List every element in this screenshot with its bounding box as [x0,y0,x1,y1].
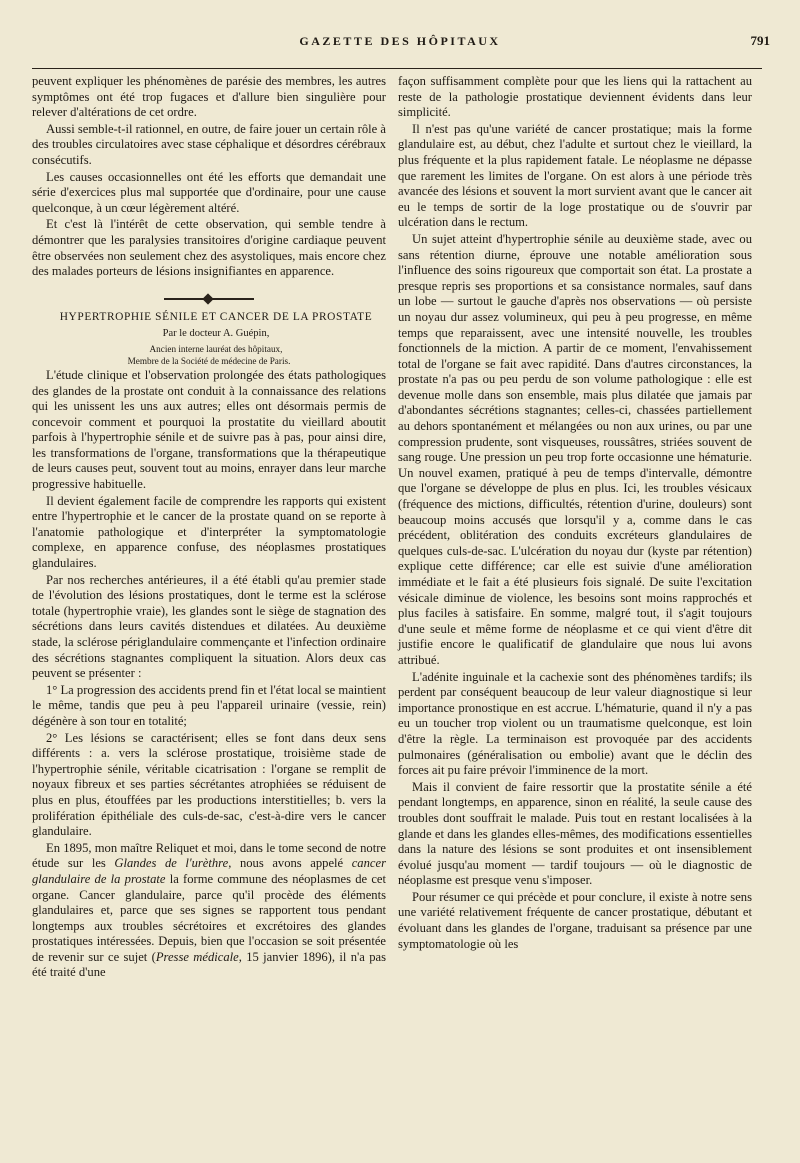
book-title: Glandes de l'urèthre [114,856,229,871]
text-run: En 1895, mon maître Reliquet et moi, dans le tome second de notre étude sur les [32,840,386,871]
body-paragraph: L'étude clinique et l'observation prolongée des états pathologiques des glandes de la prostate ont conduit à la connaissance des relations qui les unissent les uns aux autres; elles ont désormais permis de concevoir comment et pourquoi la prostatite du vieillard aboutit parfois à l'hypertrophie sénile et de suivre pas à pas, pour ainsi dire, les transformations de l'organe, transformations que la thérapeutique de leurs causes peut, souvent tout au moins, enrayer dans leur marche progressive habituelle. [32,367,386,492]
page-number: 791 [750,33,770,48]
article-title: HYPERTROPHIE SÉNILE ET CANCER DE LA PROSTATE [59,310,373,323]
list-item: 1° La progression des accidents prend fin et l'état local se maintient le même, tandis que peu à peu l'appareil urinaire (vessie, rein) dégénère à son tour en totalité; [32,682,386,728]
intro-paragraph: peuvent expliquer les phénomènes de parésie des membres, les autres symptômes ont été trop fugaces et d'allure bien singulière pour relever d'altérations de cet ordre. [32,74,386,120]
intro-paragraph: Les causes occasionnelles ont été les efforts que demandait une série d'exercices plus mal supportée que d'ordinaire, pour une cause quelconque, à un cœur légèrement altéré. [32,169,386,215]
text-run: , nous avons appelé [228,856,352,871]
journal-reference: Presse médicale [155,949,239,964]
header-divider [32,68,762,69]
body-paragraph: façon suffisamment complète pour que les liens qui la rattachent au reste de la pathologie prostatique deviennent évidents dans leur simplicité. [398,74,752,120]
credentials-line: Ancien interne lauréat des hôpitaux, [149,343,283,354]
left-column [32,74,386,981]
body-paragraph: Pour résumer ce qui précède et pour conclure, il existe à notre sens une variété relativement fréquente de cancer prostatique, débutant et évoluant dans les glandes de l'organe, traduisant sa présence par une symptomatologie où les [398,889,752,951]
credentials-line: Membre de la Société de médecine de Paris. [127,355,291,366]
intro-paragraph: Et c'est là l'intérêt de cette observation, qui semble tendre à démontrer que les paralysies transitoires d'origine cardiaque peuvent être observées non seulement chez des asystoliques, mais encore chez des malades porteurs de lésions insignifiantes en apparence. [32,217,386,279]
body-paragraph: Par nos recherches antérieures, il a été établi qu'au premier stade de l'évolution des lésions prostatiques, dont le terme est la sclérose totale (hypertrophie vraie), les glandes sont le siège de stagnation des sécrétions dans leurs cavités distendues et dilatées. Au deuxième stade, la sclérose périglandulaire commençante et l'infection ordinaire des sécrétions stagnantes compliquent la situation. Alors deux cas peuvent se présenter : [32,572,386,681]
intro-paragraph: Aussi semble-t-il rationnel, en outre, de faire jouer un certain rôle à des troubles circulatoires avec stase céphalique et désordres cérébraux consécutifs. [32,121,386,167]
page-header [30,30,770,52]
text-run: , 15 janvier 1896), il n'a pas été traité d'une [32,949,386,980]
body-paragraph [32,841,386,981]
journal-title: GAZETTE DES HÔPITAUX [299,34,501,48]
body-paragraph: Il devient également facile de comprendre les rapports qui existent entre l'hypertrophie et le cancer de la prostate quand on se reporte à l'anatomie pathologique et d'interpréter la symptomatologie complexe, en apparence confuse, des néoplasmes prostatiques glandulaires. [32,493,386,571]
body-paragraph: L'adénite inguinale et la cachexie sont des phénomènes tardifs; ils perdent par conséquent beaucoup de leur valeur diagnostique si leur importance pronostique en est accrue. L'hématurie, quand il n'y a pas eu un toucher trop violent ou un traumatisme quelconque, est loin d'être la règle. La terminaison est provoquée par des accidents pulmonaires (généralisation ou embolie) avant que le déclin des forces ait pu faire prévoir l'imminence de la mort. [398,669,752,778]
body-paragraph: Un sujet atteint d'hypertrophie sénile au deuxième stade, avec ou sans rétention diurne, éprouve une notable amélioration sous l'influence des soins rigoureux que comportait son état. La prostate a presque repris ses proportions et sa consistance normales, sauf dans un lobe — surtout le gauche d'après nos observations — où persiste un noyau dur assez volumineux, qui peu à peu progresse, en même temps que reparaissent, avec une intensité nouvelle, les troubles fonctionnels de la miction. A partir de ce moment, l'envahissement total de l'organe se fait avec rapidité. Dans d'autres circonstances, la prostate n'a pas ou peu perdu de son volume pathologique : elle est devenue molle dans son ensemble, mais plus dilatée que jamais par d'abondantes sécrétions stagnantes; celles-ci, chassées partiellement au dehors spontanément et mélangées ou non aux urines, ou par une compression prudente, sont visqueuses, roussâtres, striées souvent de sang rouge. Une pression un peu trop forte occasionne une hématurie. Un nouvel examen, pratiqué à peu de temps d'intervalle, démontre que l'organe se développe de plus en plus. Ici, les troubles vésicaux (fréquence des mictions, difficultés, rétention d'urine, douleurs) sont beaucoup moins accusés que lorsqu'il y a, comme dans le cas précédent, oblitération des conduits excréteurs glandulaires de quelques culs-de-sac. L'ulcération du noyau dur (kyste par rétention) explique cette différence; car elle est suivie d'une amélioration immédiate et le fait a été plusieurs fois signalé. De suite l'excitation vésicale diminue de violence, les besoins sont moins rapprochés et plus faciles à satisfaire. En somme, malgré tout, il s'agit toujours d'une seule et même forme de néoplasme et ce qui vient d'être dit justifie encore le qualificatif de glandulaire que nous lui avons attribué. [398,231,752,667]
author-credentials [32,343,386,367]
list-item: 2° Les lésions se caractérisent; elles se font dans deux sens différents : a. vers la sclérose prostatique, troisième stade de l'hypertrophie sénile, véritable cicatrisation : l'organe se remplit de noyaux fibreux et ses parties sécrétantes atrophiées se réduisent de plus en plus, étouffées par les productions interstitielles; b. vers la prolifération épithéliale des culs-de-sac, c'est-à-dire vers le cancer glandulaire. [32,730,386,839]
body-paragraph: Mais il convient de faire ressortir que la prostatite sénile a été pendant longtemps, en apparence, sinon en réalité, la seule cause des troubles dont souffrait le malade. Puis tout en restant localisées à la glande et dans les glandes elles-mêmes, des modifications essentielles dans la nature des lésions se sont produites et ont insensiblement évolué jusqu'au moment — tardif toujours — où le diagnostic de néoplasme est presque venu s'imposer. [398,779,752,888]
text-run: la forme commune des néoplasmes de cet organe. Cancer glandulaire, parce qu'il procède des éléments glandulaires et, parce que ses signes se rapportent tous pendant longtemps aux troubles sécrétoires et excrétoires des glandes prostatiques intéressées. Depuis, bien que l'occasion se soit présentée de revenir sur ce sujet ( [32,871,386,964]
term-italic: cancer glandulaire de la prostate [32,856,386,886]
article-byline: Par le docteur A. Guépin, [162,328,270,340]
section-ornament [164,296,254,302]
right-column [398,74,752,952]
body-paragraph: Il n'est pas qu'une variété de cancer prostatique; mais la forme glandulaire est, au début, chez l'adulte et surtout chez le vieillard, la plus fréquente et la plus rapidement fatale. Le néoplasme ne dépasse que rarement les limites de l'organe. On est alors à une période très avancée des lésions et souvent la mort survient avant que le cancer ait eu le temps de sortir de la loge prostatique ou de s'ouvrir par ulcération dans le rectum. [398,121,752,230]
